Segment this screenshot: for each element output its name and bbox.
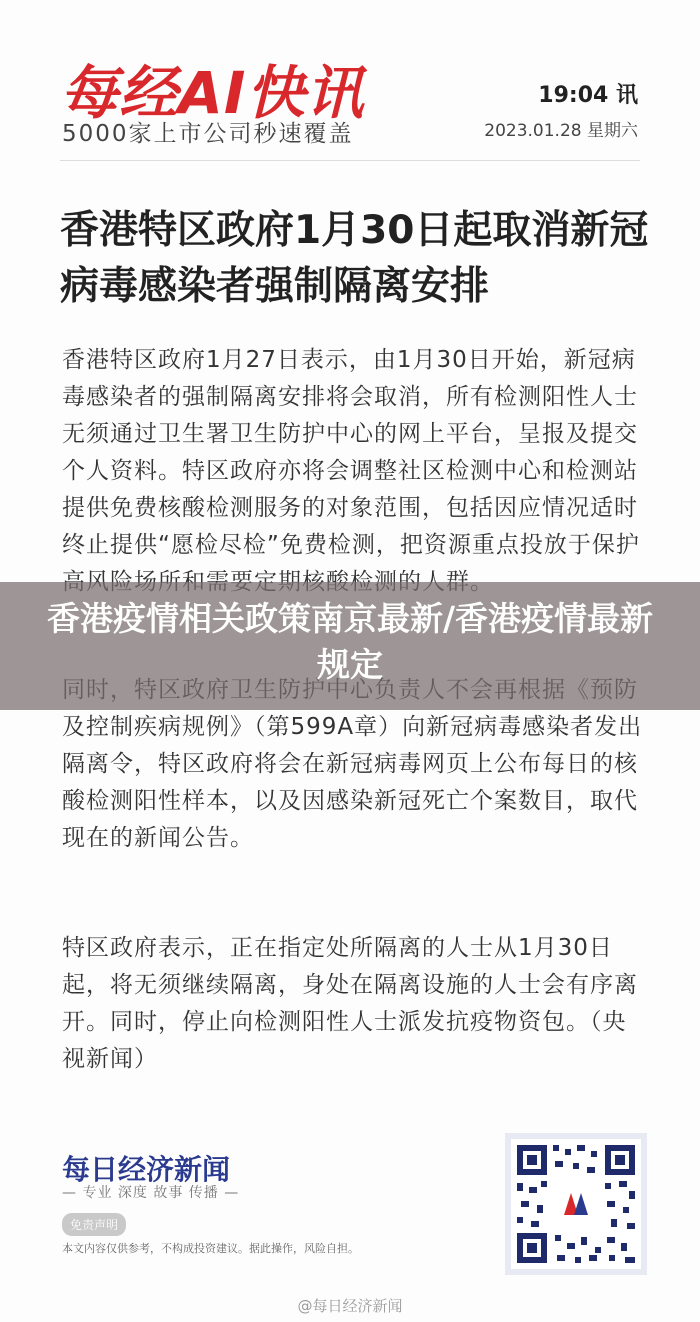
- footer-tagline: — 专业 深度 故事 传播 —: [62, 1185, 240, 1201]
- watermark: @每日经济新闻: [297, 1297, 403, 1315]
- footer-brand: 每日经济新闻: [62, 1153, 231, 1186]
- overlay-title: 香港疫情相关政策南京最新/香港疫情最新规定: [46, 599, 654, 684]
- qr-code-icon: [505, 1133, 647, 1275]
- date-label: 2023.01.28 星期六: [484, 121, 638, 141]
- divider: [60, 160, 640, 161]
- headline: 香港特区政府1月30日起取消新冠病毒感染者强制隔离安排: [60, 208, 649, 309]
- disclaimer-badge: 免责声明: [62, 1213, 126, 1236]
- time-label: 19:04 讯: [538, 83, 638, 108]
- brand-slogan: 5000家上市公司秒速覆盖: [62, 121, 354, 147]
- disclaimer-text: 本文内容仅供参考，不构成投资建议。据此操作，风险自担。: [62, 1242, 359, 1255]
- paragraph: 及控制疾病规例》（第599A章）向新冠病毒感染者发出隔离令，特区政府将会在新冠病毒网页上公布每日的核酸检测阳性样本，以及因感染新冠死亡个案数目，取代现在的新闻公告。: [62, 714, 643, 851]
- paragraph: 特区政府表示，正在指定处所隔离的人士从1月30日起，将无须继续隔离，身处在隔离设施的人士会有序离开。同时，停止向检测阳性人士派发抗疫物资包。（央视新闻）: [62, 935, 638, 1072]
- paragraph: 香港特区政府1月27日表示，由1月30日开始，新冠病毒感染者的强制隔离安排将会取消，所有检测阳性人士无须通过卫生署卫生防护中心的网上平台，呈报及提交个人资料。特区政府亦将会调整社区检测中心和检测站提供免费核酸检测服务的对象范围，包括因应情况适时终止提供“愿检尽检”免费检测，把资源重点投放于保护: [62, 347, 640, 558]
- brand-logo: 每经AI快讯: [60, 59, 365, 127]
